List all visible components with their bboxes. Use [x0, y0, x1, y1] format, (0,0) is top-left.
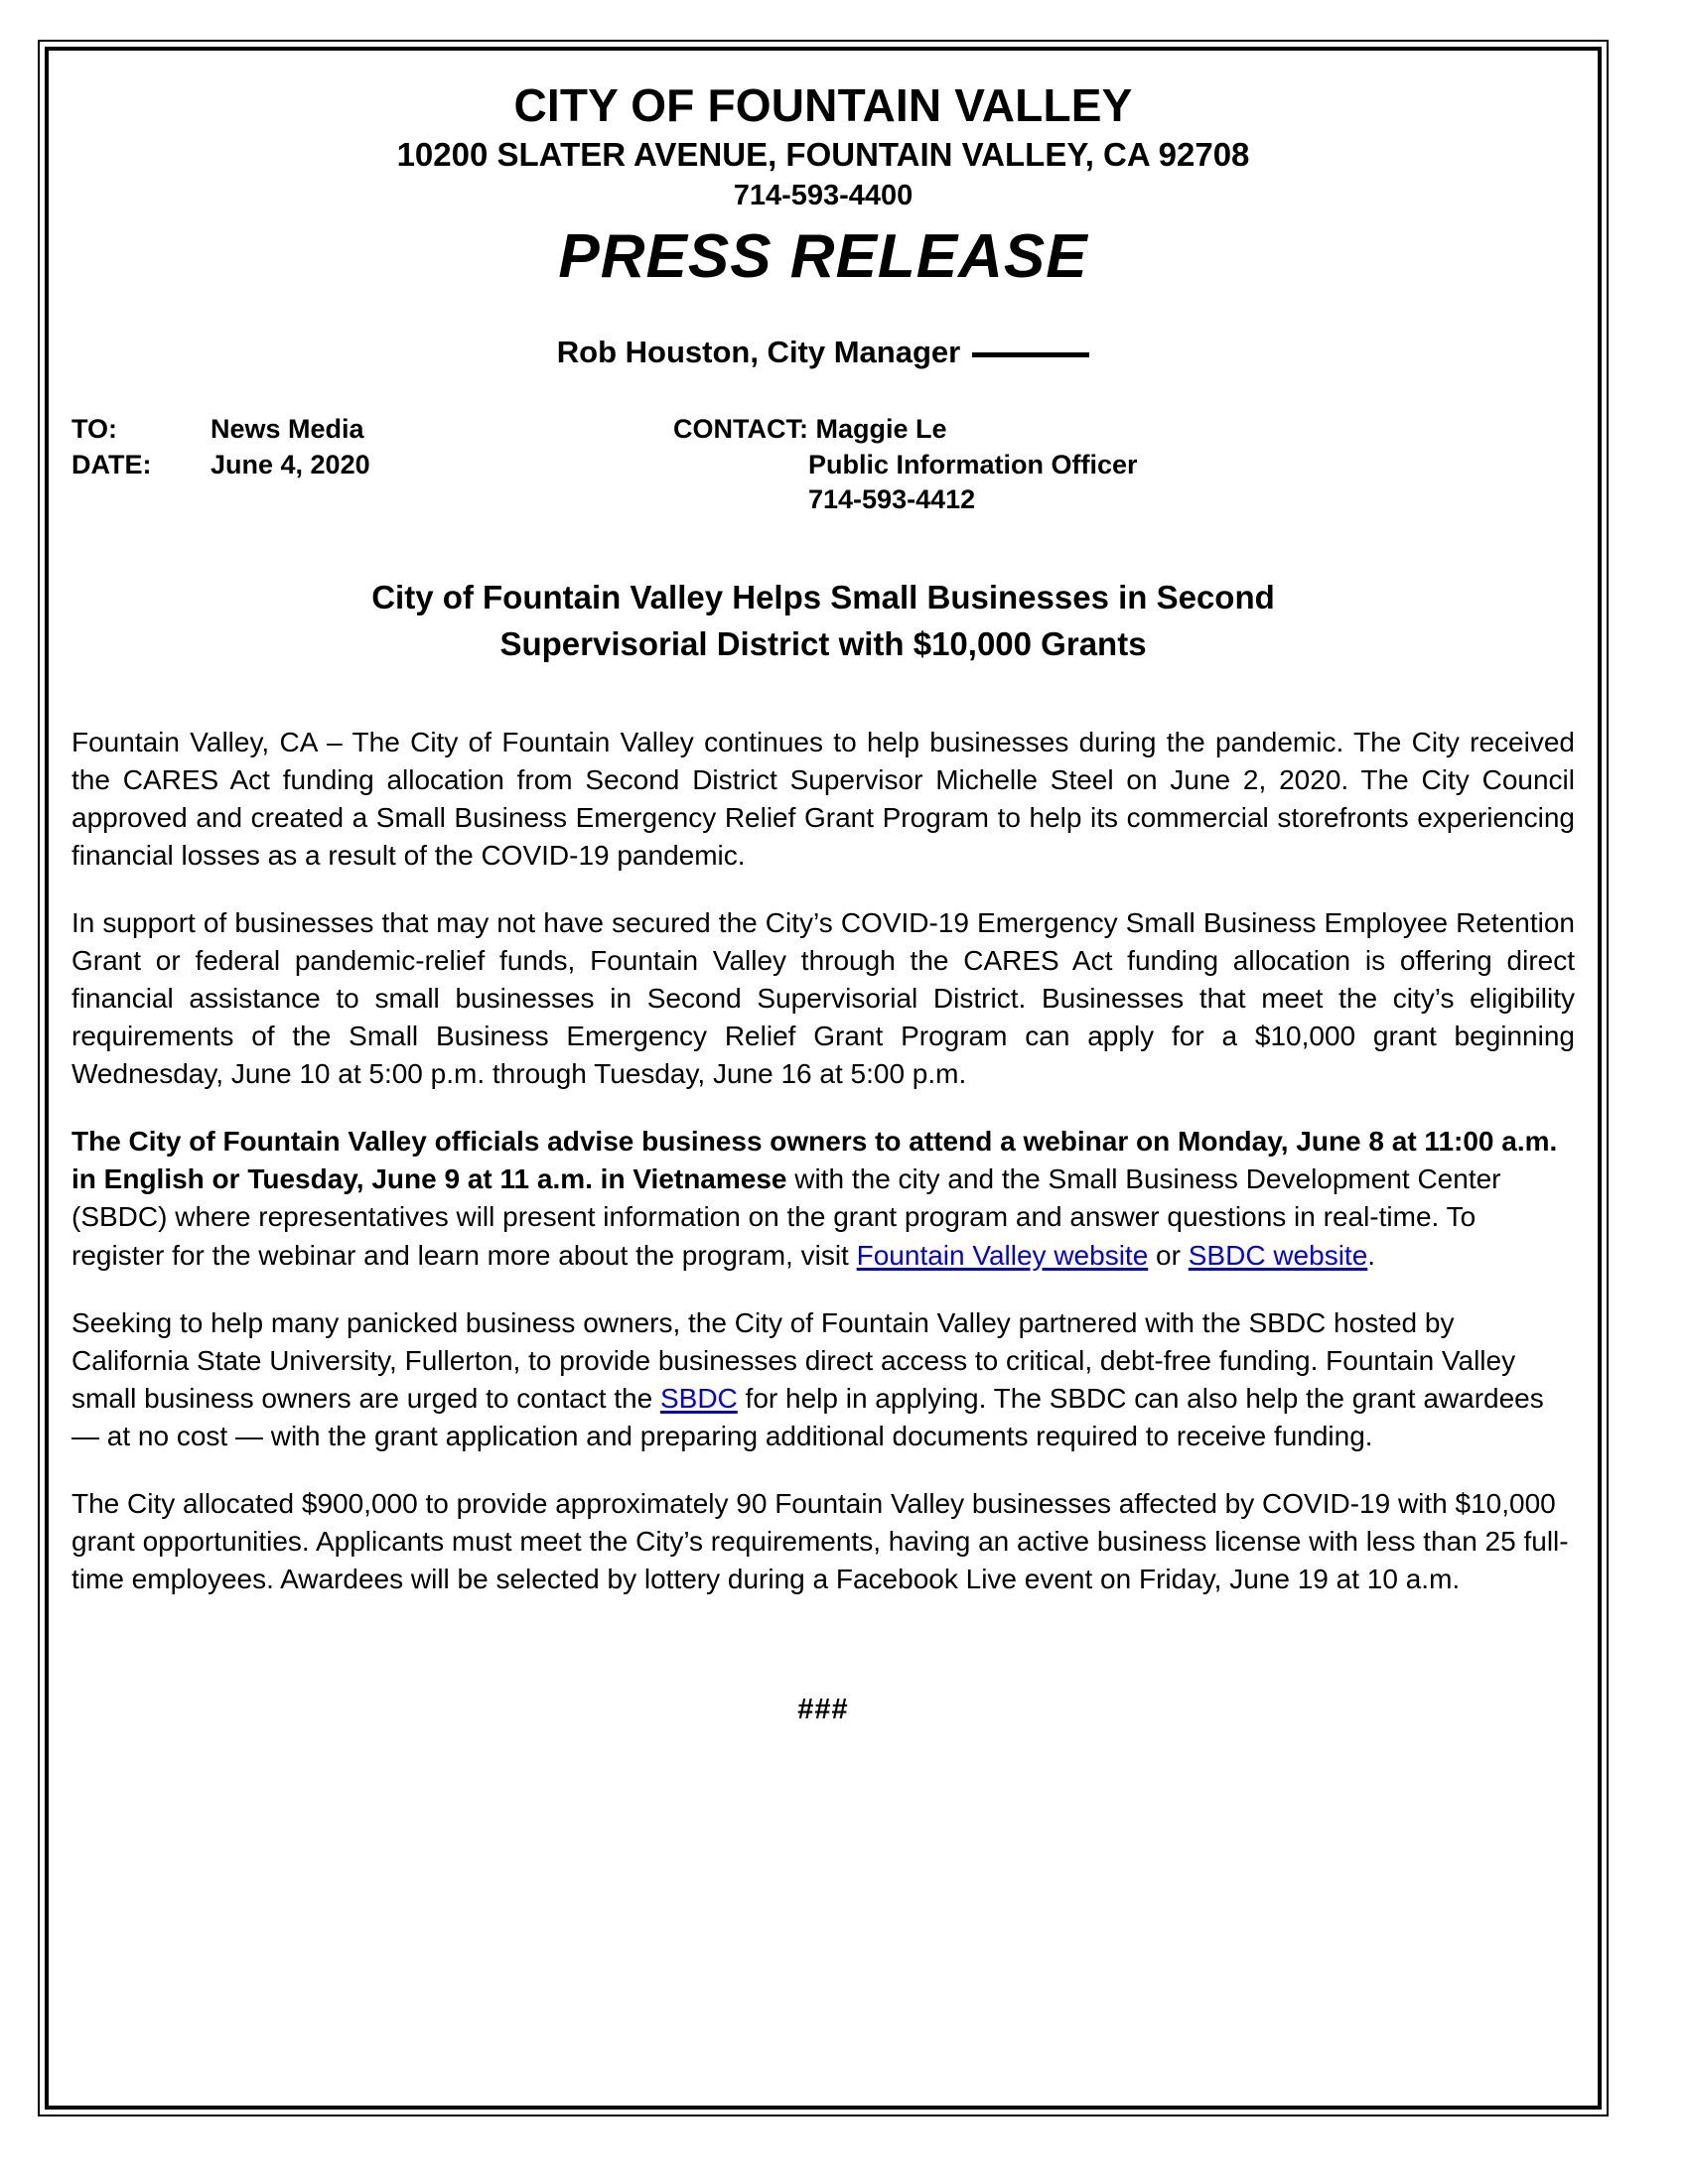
- date-row: [71, 448, 370, 483]
- organization-name: CITY OF FOUNTAIN VALLEY: [513, 79, 1133, 131]
- city-manager-line: [58, 335, 1589, 370]
- press-release-sheet: [58, 60, 1589, 2097]
- headline-line-1: City of Fountain Valley Helps Small Businesses in Second: [371, 578, 1275, 615]
- to-label: TO:: [71, 413, 117, 444]
- webinar-emphasis: The City of Fountain Valley officials advise business owners to attend a webinar on Monday, June 8 at 11:00 a.m. in English or Tuesday, June 9 at 11 a.m. in Vietnamese: [71, 1126, 1558, 1195]
- date-label: DATE:: [71, 449, 152, 479]
- webinar-text-a: with the city and the Small Business Development Center (SBDC) where representatives will present information on the grant program and answer questions in real-time. To register for the webinar and learn more about the program, visit: [71, 1163, 1501, 1271]
- body-paragraph-4: [71, 1304, 1575, 1455]
- letterhead: [58, 60, 1589, 370]
- webinar-conjunction: or: [1148, 1239, 1189, 1271]
- organization-address: 10200 SLATER AVENUE, FOUNTAIN VALLEY, CA 92708: [396, 135, 1250, 173]
- body-paragraph-2: In support of businesses that may not have secured the City’s COVID-19 Emergency Small Business Employee Retention Grant or federal pandemic-relief funds, Fountain Valley through the CARES Act funding allocation is offering direct financial assistance to small businesses in Second Supervisorial District. Businesses that meet the city’s eligibility requirements of the Small Business Emergency Relief Grant Program can apply for a $10,000 grant beginning Wednesday, June 10 at 5:00 p.m. through Tuesday, June 16 at 5:00 p.m.: [71, 906, 1575, 1090]
- contact-info: [673, 412, 1138, 518]
- recipient-contact-block: [58, 412, 1589, 521]
- headline-line-2: Supervisorial District with $10,000 Grants: [499, 624, 1147, 662]
- contact-title: Public Information Officer: [808, 449, 1138, 479]
- end-of-release-mark: ###: [797, 1694, 849, 1726]
- to-value: News Media: [211, 413, 364, 444]
- organization-phone: 714-593-4400: [733, 179, 914, 211]
- body-paragraph-1: Fountain Valley, CA – The City of Fountain Valley continues to help businesses during the pandemic. The City received the CARES Act funding allocation from Second District Supervisor Michelle Steel on June 2, 2020. The City Council approved and created a Small Business Emergency Relief Grant Program to help its commercial storefronts experiencing financial losses as a result of the COVID-19 pandemic.: [71, 726, 1575, 871]
- city-manager-name: Rob Houston, City Manager: [556, 334, 961, 369]
- contact-phone: 714-593-4412: [808, 484, 976, 515]
- webinar-text-b: .: [1367, 1239, 1376, 1271]
- to-row: [71, 412, 370, 448]
- sbdc-website-link[interactable]: SBDC website: [1188, 1239, 1368, 1271]
- body-paragraph-5: The City allocated $900,000 to provide approximately 90 Fountain Valley businesses affected by COVID-19 with $10,000 grant opportunities. Applicants must meet the City’s requirements, having an active business license with less than 25 full-time employees. Awardees will be selected by lottery during a Facebook Live event on Friday, June 19 at 10 a.m.: [71, 1487, 1569, 1595]
- press-release-headline: [58, 575, 1589, 668]
- contact-name-row: [673, 412, 1138, 448]
- body-paragraph-3: [71, 1123, 1575, 1274]
- fountain-valley-website-link[interactable]: Fountain Valley website: [856, 1239, 1149, 1271]
- contact-name: Maggie Le: [815, 413, 947, 444]
- sbdc-contact-link[interactable]: SBDC: [659, 1382, 738, 1414]
- contact-label: CONTACT:: [673, 413, 808, 444]
- document-type-title: PRESS RELEASE: [558, 221, 1088, 291]
- partnership-text-a: Seeking to help many panicked business owners, the City of Fountain Valley partnered with the SBDC hosted by California State University, Fullerton, to provide businesses direct access to critical, debt-free funding. Fountain Valley small business owners are urged to contact the: [71, 1306, 1516, 1414]
- partnership-text-b: for help in applying. The SBDC can also help the grant awardees — at no cost — with the grant application and preparing additional documents required to receive funding.: [71, 1382, 1544, 1451]
- signature-rule: [972, 352, 1089, 357]
- date-value: June 4, 2020: [211, 449, 370, 479]
- recipient-info: [71, 412, 370, 482]
- press-release-body: [58, 724, 1589, 1599]
